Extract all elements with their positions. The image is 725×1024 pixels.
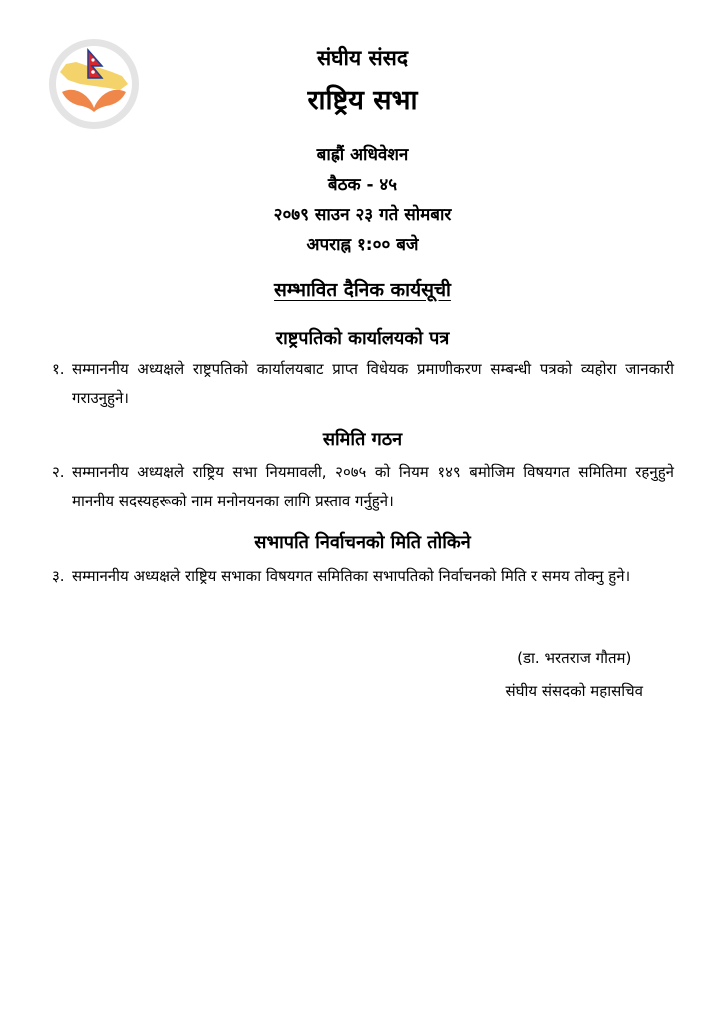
signatory-designation: संघीय संसदको महासचिव xyxy=(505,682,643,700)
section-heading: समिति गठन xyxy=(322,429,403,450)
item-text: सम्माननीय अध्यक्षले राष्ट्रिय सभा नियमावली, २०७५ को नियम १४९ बमोजिम विषयगत समितिमा रहनुहुने माननीय सदस्यहरूको नाम मनोनयनका लागि प्रस्ताव गर्नुहुने। xyxy=(72,463,674,510)
agenda-item xyxy=(52,562,674,591)
signature-block xyxy=(506,642,644,708)
signatory-name: (डा. भरतराज गौतम) xyxy=(517,649,632,667)
meeting-number: बैठक - ४५ xyxy=(327,175,398,195)
agenda-title-block xyxy=(0,276,725,302)
house-name: राष्ट्रिय सभा xyxy=(307,85,418,116)
agenda-item xyxy=(52,355,674,413)
section-heading: राष्ट्रपतिको कार्यालयको पत्र xyxy=(275,328,450,349)
meeting-time: अपराह्न १:०० बजे xyxy=(306,235,419,255)
agenda-title: सम्भावित दैनिक कार्यसूची xyxy=(274,279,451,301)
item-text: सम्माननीय अध्यक्षले राष्ट्रिय सभाका विषयगत समितिका सभापतिको निर्वाचनको मिति र समय तोक्नु हुने। xyxy=(72,567,631,585)
item-number: १. xyxy=(52,360,65,378)
session-title: बाह्रौं अधिवेशन xyxy=(316,145,409,165)
section-heading: सभापति निर्वाचनको मिति तोकिने xyxy=(254,532,471,553)
item-text: सम्माननीय अध्यक्षले राष्ट्रपतिको कार्यालयबाट प्राप्त विधेयक प्रमाणीकरण सम्बन्धी पत्रको व्यहोरा जानकारी गराउनुहुने। xyxy=(72,360,674,407)
agenda-item xyxy=(52,458,674,516)
item-number: २. xyxy=(52,463,65,481)
org-name: संघीय संसद xyxy=(316,46,409,70)
meeting-date: २०७९ साउन २३ गते सोमबार xyxy=(273,205,452,225)
item-number: ३. xyxy=(52,567,65,585)
